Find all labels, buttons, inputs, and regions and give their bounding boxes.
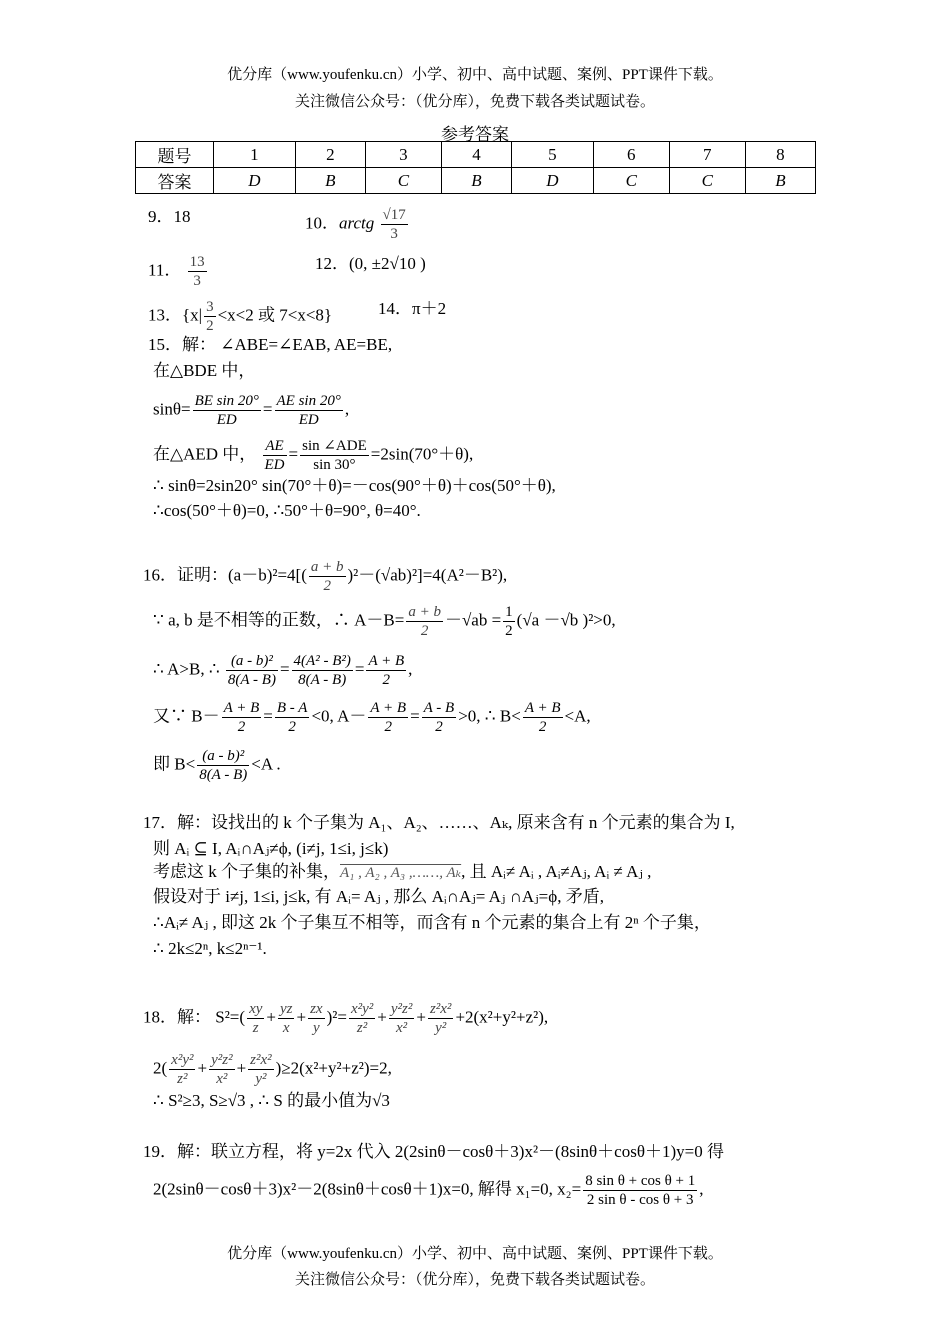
q16-line-3: ∴ A>B, ∴ $\frac{\text{(a - b)²}}{8(A - B)}$ = $\frac{\text{4(A² - B²)}}{8(A - B)}$ = $\frac{A + B}{2}$ , <box>153 653 413 688</box>
text: 16．证明：(a－b)²=4[( <box>143 565 307 585</box>
numerator: (a - b)² <box>197 747 249 766</box>
table-cell: B <box>745 168 815 194</box>
numerator: z²x² <box>429 1001 452 1017</box>
fraction <box>193 392 261 429</box>
fraction <box>503 603 515 640</box>
denominator: x <box>282 1020 290 1036</box>
table-cell: 4 <box>441 142 511 168</box>
numerator: 3 <box>206 299 214 315</box>
complement-sets: A₁ , A₂ , A₃ ,……, Aₖ <box>340 865 462 881</box>
numerator: 8 sin θ + cos θ + 1 <box>585 1173 696 1189</box>
denominator: sin 30° <box>313 457 356 473</box>
text: <A . <box>251 754 281 774</box>
table-cell: C <box>593 168 669 194</box>
numerator: A + B <box>368 653 405 669</box>
fraction <box>292 652 353 689</box>
fraction <box>309 558 346 595</box>
numerator: A + B <box>223 700 260 716</box>
label: 10． <box>305 213 339 233</box>
q15-line-1: 15．解： ∠ABE=∠EAB, AE=BE, <box>148 335 393 354</box>
text: 考虑这 k 个子集的补集， <box>153 862 340 881</box>
fraction <box>197 747 249 784</box>
numerator: xy <box>249 1001 263 1017</box>
text: sinθ= <box>153 399 191 419</box>
denominator: z <box>252 1020 259 1036</box>
table-cell: 8 <box>745 142 815 168</box>
text: －√ab = <box>444 610 502 630</box>
table-cell: 题号 <box>136 142 214 168</box>
denominator: ED <box>216 412 237 428</box>
footer-line-2: 关注微信公众号：（优分库），免费下载各类试题试卷。 <box>294 1272 655 1288</box>
fraction <box>275 392 343 429</box>
q18-line-1: 18．解： S²=( $\frac{xy}{z}$ + $\frac{yz}{x}$ + $\frac{zx}{y}$ )²= $\frac{\text{x²y²}}{\text{z²}}$ + $\frac{\text{y²z²}}{\text{x²}}$ + $\frac{\text{z²x²}}{\text{y²}}$ +2(x²+y²+z²), <box>143 1001 549 1036</box>
fraction <box>349 1000 375 1037</box>
numerator: a + b <box>310 559 344 575</box>
text: , 且 Aᵢ≠ Aᵢ , Aᵢ≠Aⱼ, Aᵢ ≠ Aⱼ , <box>461 862 652 881</box>
q15-line-5: ∴ sinθ=2sin20° sin(70°＋θ)=－cos(90°＋θ)＋cos(50°＋θ), <box>153 476 556 495</box>
label: 11． <box>148 260 182 280</box>
denominator: z² <box>177 1071 188 1087</box>
denominator: x² <box>216 1071 228 1087</box>
fraction <box>583 1172 697 1209</box>
q16-line-5 <box>153 747 281 784</box>
denominator: y² <box>255 1071 267 1087</box>
table-cell: 答案 <box>136 168 214 194</box>
denominator: 2 <box>384 719 392 735</box>
answer-table <box>135 141 816 194</box>
footer-line-1: 优分库（www.youfenku.cn）小学、初中、高中试题、案例、PPT课件下载。 <box>227 1246 723 1262</box>
fraction <box>263 437 287 474</box>
text: 2( <box>153 1058 168 1078</box>
numerator: A - B <box>423 700 455 716</box>
fraction <box>366 652 406 689</box>
numerator: √17 <box>382 207 406 223</box>
text: (√a －√b )²>0, <box>516 610 616 630</box>
q17-line-6: ∴ 2k≤2ⁿ, k≤2ⁿ⁻¹. <box>153 939 267 958</box>
table-cell: 2 <box>295 142 365 168</box>
q18-line-2: 2( $\frac{\text{x²y²}}{\text{z²}}$ + $\frac{\text{y²z²}}{\text{x²}}$ + $\frac{\text{z²x²}}{\text{y²}}$ )≥2(x²+y²+z²)=2, <box>153 1052 392 1087</box>
text: =2sin(70°＋θ), <box>370 444 474 464</box>
answer-11 <box>148 253 209 290</box>
numerator: sin ∠ADE <box>302 438 367 454</box>
table-cell: B <box>295 168 365 194</box>
denominator: 2 <box>382 672 391 688</box>
text: 即 B< <box>153 754 196 774</box>
answer-12: 12．(0, ±2√10 ) <box>315 254 426 273</box>
text: +2(x²+y²+z²), <box>455 1007 549 1027</box>
text: <0, A－ <box>311 706 367 726</box>
fraction <box>204 298 216 335</box>
denominator: ED <box>264 457 285 473</box>
q15-line-3 <box>153 392 349 429</box>
denominator: 8(A - B) <box>199 767 248 783</box>
text: <A, <box>564 706 591 726</box>
numerator: 4(A² - B²) <box>293 653 351 669</box>
fraction <box>169 1051 195 1088</box>
text: )²= <box>326 1007 347 1027</box>
q17-line-1: 17．解：设找出的 k 个子集为 A₁、A₂、……、Aₖ, 原来含有 n 个元素的集合为 I, <box>143 813 735 832</box>
fraction <box>222 699 262 736</box>
text: )≥2(x²+y²+z²)=2, <box>275 1058 392 1078</box>
numerator: 13 <box>189 254 205 270</box>
table-cell: 3 <box>365 142 441 168</box>
denominator: 2 <box>237 719 246 735</box>
q17-line-5: ∴Aᵢ≠ Aⱼ , 即这 2k 个子集互不相等，而含有 n 个元素的集合上有 2ⁿ 个子集， <box>153 913 711 932</box>
fraction <box>406 603 443 640</box>
table-row <box>136 168 816 194</box>
denominator: 2 <box>206 318 214 334</box>
fraction <box>389 1000 415 1037</box>
fraction <box>248 1051 274 1088</box>
numerator: B - A <box>276 700 308 716</box>
answer-9: 9．18 <box>148 207 191 226</box>
table-cell: D <box>512 168 594 194</box>
text: = <box>262 399 273 419</box>
q16-line-2 <box>153 603 616 640</box>
fraction <box>275 699 310 736</box>
q16-line-4: 又∵ B－ $\frac{A + B}{2}$ = $\frac{B - A}{2}$ <0, A－ $\frac{A + B}{2}$ = $\frac{A - B}{2}$ >0, ∴ B< $\frac{A + B}{2}$ <A, <box>153 700 591 735</box>
text: , <box>408 659 413 679</box>
text: >0, ∴ B< <box>458 706 521 726</box>
table-cell: C <box>669 168 745 194</box>
numerator: y²z² <box>211 1052 233 1068</box>
answer-13 <box>148 298 332 335</box>
numerator: BE sin 20° <box>194 393 259 409</box>
numerator: A + B <box>370 700 407 716</box>
header-line-1: 优分库（www.youfenku.cn）小学、初中、高中试题、案例、PPT课件下载。 <box>227 67 723 83</box>
text: ∴ A>B, ∴ <box>153 659 220 679</box>
denominator: 2 sin θ - cos θ + 3 <box>586 1192 694 1208</box>
text: ∵ a, b 是不相等的正数，∴ A－B= <box>153 610 405 630</box>
q17-line-4: 假设对于 i≠j, 1≤i, j≤k, 有 Aᵢ= Aⱼ , 那么 Aᵢ∩Aⱼ= Aⱼ ∩Aⱼ=ϕ, 矛盾, <box>153 887 604 906</box>
denominator: 2 <box>288 719 296 735</box>
answer-14: 14．π＋2 <box>378 299 447 318</box>
q18-line-3: ∴ S²≥3, S≥√3 , ∴ S 的最小值为√3 <box>153 1091 390 1110</box>
q19-line-1: 19．解：联立方程，将 y=2x 代入 2(2sinθ－cosθ＋3)x²－(8sinθ＋cosθ＋1)y=0 得 <box>143 1142 724 1161</box>
numerator: x²y² <box>350 1001 374 1017</box>
table-cell: C <box>365 168 441 194</box>
fraction <box>428 1000 454 1037</box>
fraction <box>381 206 408 243</box>
denominator: ED <box>298 412 319 428</box>
denominator: 2 <box>538 719 547 735</box>
q16-line-1 <box>143 558 507 595</box>
text: 2(2sinθ－cosθ＋3)x²－2(8sinθ＋cosθ＋1)x=0, 解得 x₁=0, x₂= <box>153 1179 582 1199</box>
table-cell: 1 <box>214 142 296 168</box>
text: 在△AED 中， <box>153 444 257 464</box>
text: 又∵ B－ <box>153 706 220 726</box>
answer-10 <box>305 206 410 243</box>
q17-line-3 <box>153 861 651 884</box>
fraction <box>188 253 207 290</box>
label: 13．{x| <box>148 305 203 325</box>
q17-line-2: 则 Aᵢ ⊆ I, Aᵢ∩Aⱼ≠ϕ, (i≠j, 1≤i, j≤k) <box>153 839 389 858</box>
fraction <box>278 1000 295 1037</box>
fraction <box>247 1000 264 1037</box>
numerator: z²x² <box>250 1052 272 1068</box>
denominator: 2 <box>323 578 331 594</box>
numerator: yz <box>279 1001 293 1017</box>
table-cell: 7 <box>669 142 745 168</box>
text: , <box>344 399 350 419</box>
numerator: a + b <box>408 604 441 620</box>
numerator: (a - b)² <box>226 652 278 671</box>
text: , <box>699 1179 704 1199</box>
denominator: 3 <box>390 226 398 242</box>
table-cell: 5 <box>512 142 594 168</box>
fraction <box>300 437 369 474</box>
denominator: 2 <box>505 623 513 639</box>
numerator: AE sin 20° <box>276 393 341 409</box>
numerator: zx <box>310 1001 323 1017</box>
fraction <box>226 652 278 689</box>
table-row <box>136 142 816 168</box>
numerator: y²z² <box>390 1001 413 1017</box>
fraction <box>209 1051 235 1088</box>
denominator: 2 <box>435 719 443 735</box>
denominator: 8(A - B) <box>227 672 276 688</box>
fraction <box>368 699 408 736</box>
table-cell: 6 <box>593 142 669 168</box>
fraction <box>308 1000 325 1037</box>
denominator: y <box>312 1020 320 1036</box>
text: )²－(√ab)²]=4(A²－B²), <box>347 565 508 585</box>
page-title: 参考答案 <box>441 125 509 144</box>
denominator: y² <box>435 1020 447 1036</box>
fraction <box>523 699 563 736</box>
rest: <x<2 或 7<x<8} <box>217 305 333 325</box>
q15-line-2: 在△BDE 中， <box>153 361 256 380</box>
q15-line-4: 在△AED 中， $\frac{AE}{ED}$ = sin ∠ADE sin 30° =2sin(70°＋θ), <box>153 438 474 473</box>
header-line-2: 关注微信公众号：（优分库），免费下载各类试题试卷。 <box>294 94 655 110</box>
q15-line-6: ∴cos(50°＋θ)=0, ∴50°＋θ=90°, θ=40°. <box>153 501 421 520</box>
numerator: 1 <box>505 604 513 620</box>
fraction <box>422 699 457 736</box>
table-cell: B <box>441 168 511 194</box>
denominator: 8(A - B) <box>298 672 347 688</box>
q19-line-2 <box>153 1172 703 1209</box>
numerator: x²y² <box>171 1052 194 1068</box>
denominator: 3 <box>193 273 201 289</box>
denominator: x² <box>396 1020 408 1036</box>
numerator: AE <box>263 437 287 456</box>
denominator: 2 <box>420 623 429 639</box>
func: arctg <box>339 213 375 233</box>
text: 18．解： S²=( <box>143 1007 246 1027</box>
numerator: A + B <box>524 700 561 716</box>
denominator: z² <box>356 1020 368 1036</box>
table-cell: D <box>214 168 296 194</box>
